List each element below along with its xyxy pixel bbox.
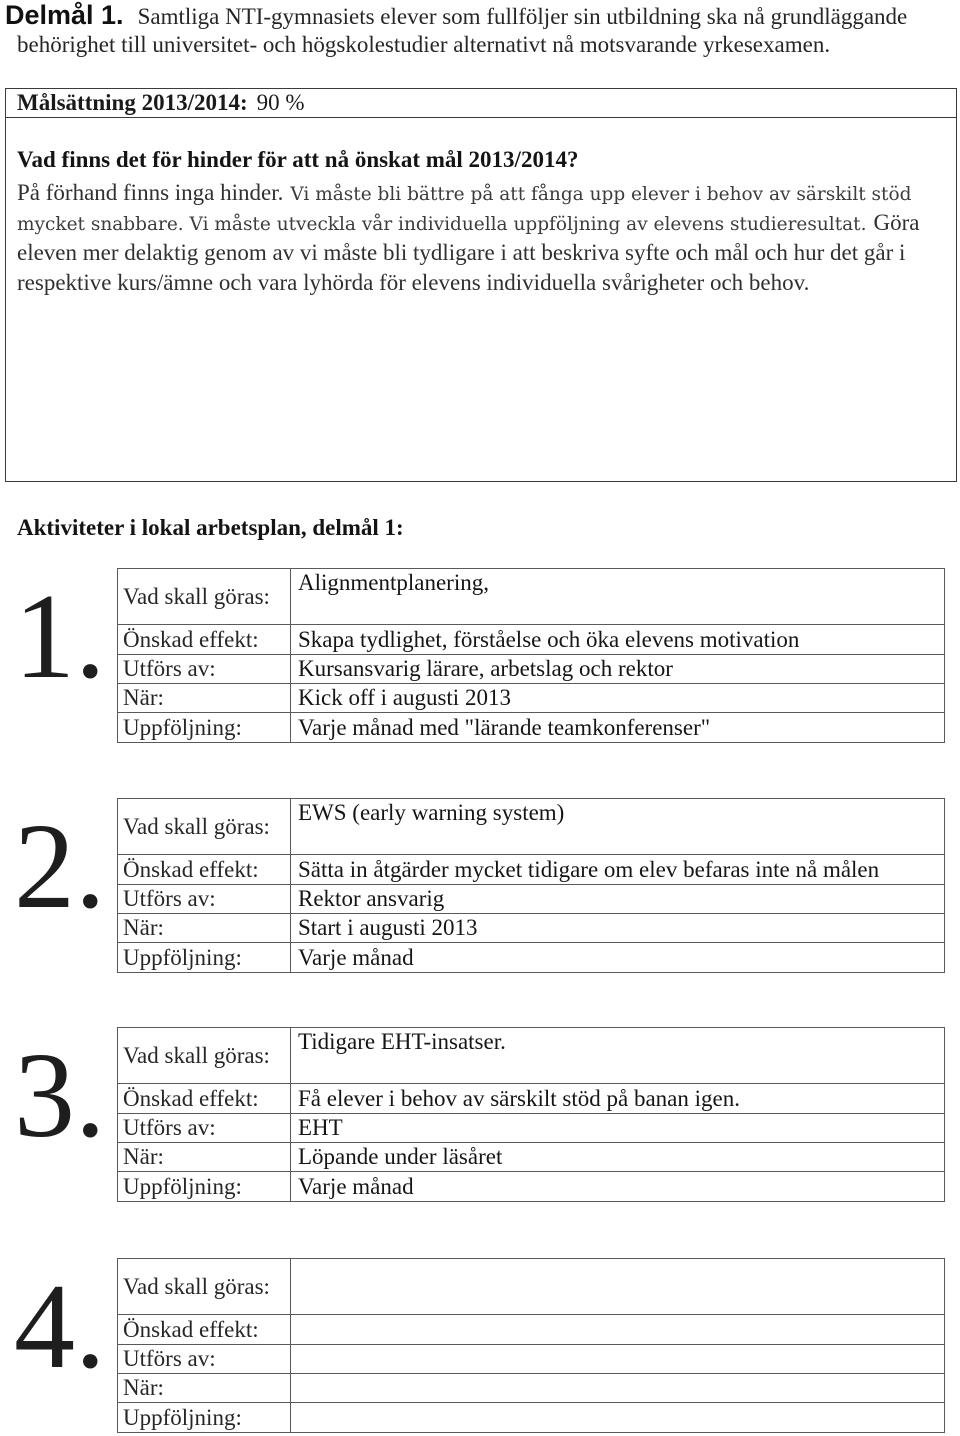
row-when bbox=[118, 913, 944, 942]
activity-2 bbox=[0, 798, 960, 974]
answer-line bbox=[17, 268, 956, 298]
row-when bbox=[118, 683, 944, 712]
activity-number: 4. bbox=[14, 1259, 106, 1394]
row-followup bbox=[118, 1402, 944, 1432]
row-when bbox=[118, 1142, 944, 1171]
target-value: 90 % bbox=[256, 90, 305, 115]
obstacles-question: Vad finns det för hinder för att nå önskat mål 2013/2014? bbox=[17, 147, 579, 172]
row-by bbox=[118, 884, 944, 913]
answer-text: På förhand finns inga hinder. bbox=[17, 180, 284, 205]
label-effect: Önskad effekt: bbox=[118, 1315, 291, 1344]
value-followup: Varje månad bbox=[298, 1173, 414, 1199]
row-by bbox=[118, 654, 944, 683]
target-label: Målsättning 2013/2014: bbox=[17, 90, 248, 115]
label-what: Vad skall göras: bbox=[118, 1028, 291, 1083]
obstacles-section bbox=[6, 118, 956, 298]
activity-table bbox=[117, 568, 945, 743]
answer-line bbox=[17, 178, 956, 208]
activity-number: 1. bbox=[14, 569, 106, 704]
value-followup: Varje månad bbox=[298, 944, 414, 970]
row-what bbox=[118, 799, 944, 854]
answer-line bbox=[17, 208, 956, 238]
answer-line bbox=[17, 238, 956, 268]
label-what: Vad skall göras: bbox=[118, 1259, 291, 1314]
label-when: När: bbox=[118, 914, 291, 942]
value-by bbox=[291, 1345, 944, 1373]
target-row bbox=[6, 89, 956, 118]
value-effect bbox=[291, 1315, 944, 1344]
activity-table bbox=[117, 1027, 945, 1202]
answer-text: eleven mer delaktig genom av vi måste bli tydligare i att beskriva syfte och mål och hur det går i bbox=[17, 240, 906, 265]
row-what bbox=[118, 1259, 944, 1314]
value-what bbox=[291, 1259, 944, 1314]
answer-text: Vi måste bli bättre på att fånga upp elever i behov av särskilt stöd bbox=[290, 184, 912, 205]
activity-4 bbox=[0, 1258, 960, 1434]
value-by: Kursansvarig lärare, arbetslag och rektor bbox=[298, 656, 673, 681]
answer-text: Göra bbox=[873, 210, 920, 235]
label-by: Utförs av: bbox=[118, 655, 291, 683]
label-effect: Önskad effekt: bbox=[118, 1084, 291, 1113]
label-by: Utförs av: bbox=[118, 1345, 291, 1373]
value-effect: Skapa tydlighet, förståelse och öka elevens motivation bbox=[298, 626, 800, 652]
label-effect: Önskad effekt: bbox=[118, 625, 291, 654]
activities-heading: Aktiviteter i lokal arbetsplan, delmål 1: bbox=[17, 515, 404, 540]
value-what: Tidigare EHT-insatser. bbox=[298, 1029, 506, 1054]
label-by: Utförs av: bbox=[118, 1114, 291, 1142]
label-what: Vad skall göras: bbox=[118, 799, 291, 854]
label-followup: Uppföljning: bbox=[118, 1403, 291, 1432]
label-when: När: bbox=[118, 1374, 291, 1402]
label-by: Utförs av: bbox=[118, 885, 291, 913]
row-effect bbox=[118, 854, 944, 884]
row-followup bbox=[118, 1171, 944, 1201]
row-by bbox=[118, 1344, 944, 1373]
row-effect bbox=[118, 624, 944, 654]
value-what: Alignmentplanering, bbox=[298, 570, 489, 595]
label-when: När: bbox=[118, 1143, 291, 1171]
row-effect bbox=[118, 1314, 944, 1344]
value-followup: Varje månad med "lärande teamkonferenser" bbox=[298, 714, 711, 740]
value-effect: Sätta in åtgärder mycket tidigare om elev befaras inte nå målen bbox=[298, 856, 880, 882]
target-box bbox=[5, 88, 957, 482]
activity-number: 3. bbox=[14, 1028, 106, 1163]
value-by: EHT bbox=[298, 1115, 343, 1140]
value-what: EWS (early warning system) bbox=[298, 800, 565, 825]
label-followup: Uppföljning: bbox=[118, 943, 291, 972]
answer-text: mycket snabbare. Vi måste utveckla vår individuella uppföljning av elevens studieresultat. bbox=[17, 214, 867, 235]
activity-table bbox=[117, 798, 945, 973]
row-when bbox=[118, 1373, 944, 1402]
value-when: Kick off i augusti 2013 bbox=[298, 685, 511, 710]
label-followup: Uppföljning: bbox=[118, 1172, 291, 1201]
goal-description-line-1: Samtliga NTI-gymnasiets elever som fullföljer sin utbildning ska nå grundläggande bbox=[137, 4, 908, 29]
activity-3 bbox=[0, 1027, 960, 1203]
label-effect: Önskad effekt: bbox=[118, 855, 291, 884]
row-followup bbox=[118, 712, 944, 742]
goal-heading-line bbox=[5, 0, 907, 30]
activity-1 bbox=[0, 568, 960, 744]
obstacles-answer bbox=[17, 178, 956, 298]
row-by bbox=[118, 1113, 944, 1142]
value-by: Rektor ansvarig bbox=[298, 886, 445, 911]
activity-table bbox=[117, 1258, 945, 1433]
row-followup bbox=[118, 942, 944, 972]
answer-text: respektive kurs/ämne och vara lyhörda för elevens individuella svårigheter och behov. bbox=[17, 270, 810, 295]
activity-number: 2. bbox=[14, 799, 106, 934]
row-what bbox=[118, 569, 944, 624]
value-when: Löpande under läsåret bbox=[298, 1144, 503, 1169]
label-when: När: bbox=[118, 684, 291, 712]
row-effect bbox=[118, 1083, 944, 1113]
value-when bbox=[291, 1374, 944, 1402]
value-followup bbox=[291, 1403, 944, 1432]
row-what bbox=[118, 1028, 944, 1083]
value-effect: Få elever i behov av särskilt stöd på banan igen. bbox=[298, 1085, 740, 1111]
goal-description-line bbox=[17, 30, 830, 60]
value-when: Start i augusti 2013 bbox=[298, 915, 478, 940]
label-followup: Uppföljning: bbox=[118, 713, 291, 742]
label-what: Vad skall göras: bbox=[118, 569, 291, 624]
goal-description-line-2: behörighet till universitet- och högskolestudier alternativt nå motsvarande yrkesexamen. bbox=[17, 32, 831, 57]
goal-title: Delmål 1. bbox=[5, 0, 124, 30]
